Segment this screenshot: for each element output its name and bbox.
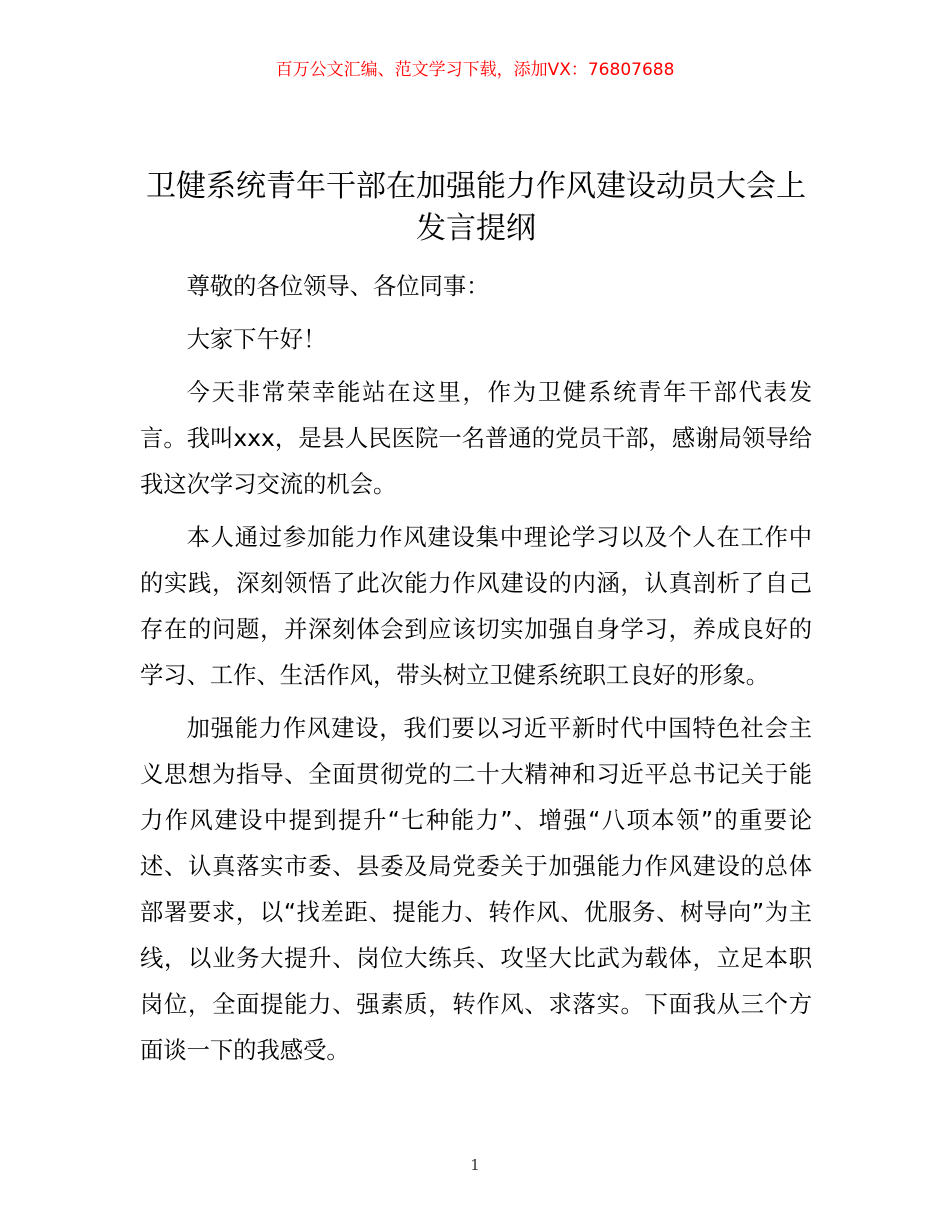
page-number: 1 bbox=[470, 1156, 480, 1174]
body-paragraph: 加强能力作风建设，我们要以习近平新时代中国特色社会主义思想为指导、全面贯彻党的二十大精神和习近平总书记关于能力作风建设中提到提升“七种能力”、增强“八项本领”的重要论述、认真落实市委、县委及局党委关于加强能力作风建设的总体部署要求，以“找差距、提能力、转作风、优服务、树导向”为主线，以业务大提升、岗位大练兵、攻坚大比武为载体，立足本职岗位，全面提能力、强素质，转作风、求落实。下面我从三个方面谈一下的我感受。 bbox=[140, 715, 812, 1064]
body-paragraph: 本人通过参加能力作风建设集中理论学习以及个人在工作中的实践，深刻领悟了此次能力作风建设的内涵，认真剖析了自己存在的问题，并深刻体会到应该切实加强自身学习，养成良好的学习、工作、生活作风，带头树立卫健系统职工良好的形象。 bbox=[140, 524, 812, 689]
salutation: 尊敬的各位领导、各位同事： bbox=[186, 273, 490, 300]
body-paragraph: 今天非常荣幸能站在这里，作为卫健系统青年干部代表发言。我叫xxx，是县人民医院一名普通的党员干部，感谢局领导给我这次学习交流的机会。 bbox=[140, 379, 812, 498]
greeting: 大家下午好！ bbox=[186, 326, 327, 353]
document-body bbox=[140, 264, 812, 1081]
header-note: 百万公文汇编、范文学习下载，添加VX：76807688 bbox=[275, 60, 675, 80]
document-title: 卫健系统青年干部在加强能力作风建设动员大会上发言提纲 bbox=[146, 169, 806, 246]
